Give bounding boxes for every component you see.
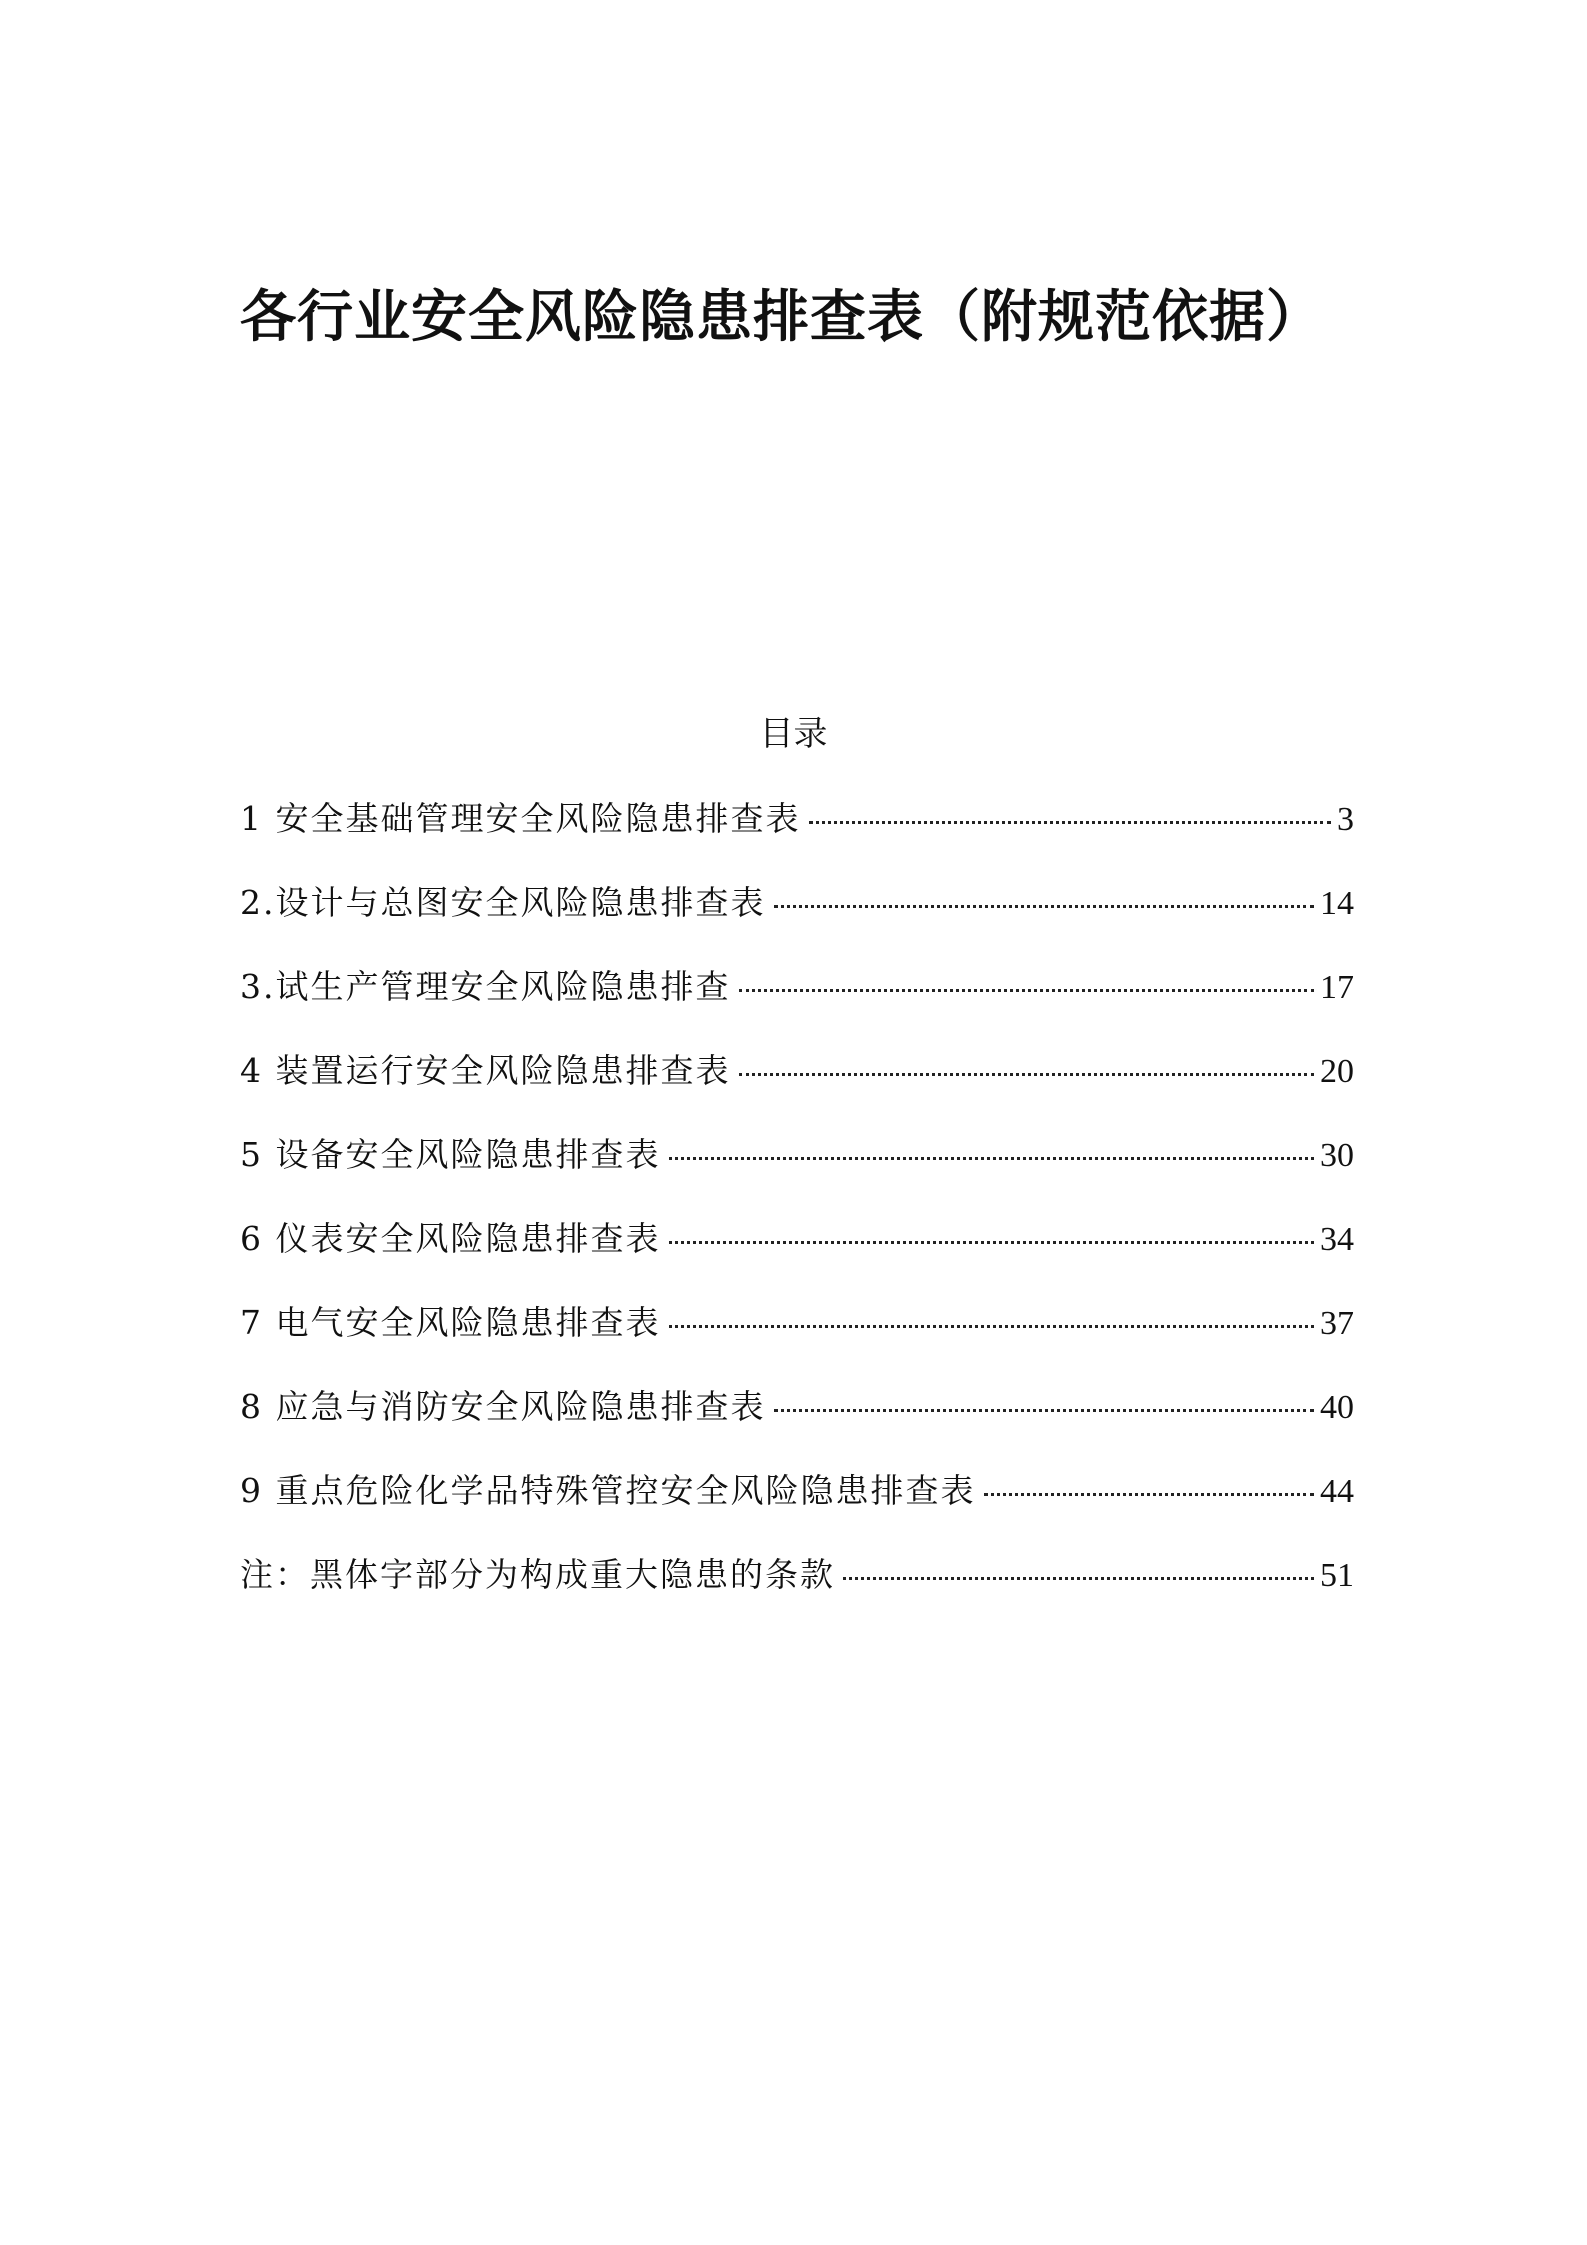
toc-entry-label: 6 仪表安全风险隐患排查表 xyxy=(240,1219,661,1258)
toc-leader-dots xyxy=(739,1073,1315,1076)
toc-entry-page: 17 xyxy=(1320,969,1354,1006)
toc-entry-page: 20 xyxy=(1320,1053,1354,1090)
toc-entry-note[interactable] xyxy=(240,1553,1354,1637)
toc-entry-page: 51 xyxy=(1320,1557,1354,1594)
toc-entry-3[interactable] xyxy=(240,965,1354,1049)
toc-entry-label: 7 电气安全风险隐患排查表 xyxy=(240,1303,661,1342)
toc-entry-label: 注：黑体字部分为构成重大隐患的条款 xyxy=(240,1555,835,1594)
toc-leader-dots xyxy=(774,1409,1315,1412)
toc-entry-label: 3.试生产管理安全风险隐患排查 xyxy=(240,967,731,1006)
toc-leader-dots xyxy=(984,1493,1315,1496)
toc-entry-label: 2.设计与总图安全风险隐患排查表 xyxy=(240,883,766,922)
toc-entry-page: 37 xyxy=(1320,1305,1354,1342)
toc-entry-label: 4 装置运行安全风险隐患排查表 xyxy=(240,1051,731,1090)
toc-entry-label: 5 设备安全风险隐患排查表 xyxy=(240,1135,661,1174)
toc-entry-page: 34 xyxy=(1320,1221,1354,1258)
toc-entry-page: 30 xyxy=(1320,1137,1354,1174)
document-title: 各行业安全风险隐患排查表（附规范依据） xyxy=(240,285,1323,350)
toc-heading: 目录 xyxy=(759,714,828,754)
toc-entry-label: 1 安全基础管理安全风险隐患排查表 xyxy=(240,799,801,838)
toc-entry-page: 44 xyxy=(1320,1473,1354,1510)
toc-entry-2[interactable] xyxy=(240,881,1354,965)
toc-leader-dots xyxy=(669,1241,1315,1244)
toc-leader-dots xyxy=(669,1325,1315,1328)
toc-leader-dots xyxy=(739,989,1315,992)
toc-leader-dots xyxy=(843,1577,1314,1580)
toc-entry-6[interactable] xyxy=(240,1217,1354,1301)
table-of-contents xyxy=(240,797,1354,1637)
toc-leader-dots xyxy=(774,905,1315,908)
toc-entry-7[interactable] xyxy=(240,1301,1354,1385)
toc-leader-dots xyxy=(809,821,1332,824)
toc-leader-dots xyxy=(669,1157,1315,1160)
toc-entry-4[interactable] xyxy=(240,1049,1354,1133)
toc-entry-page: 3 xyxy=(1337,801,1354,838)
toc-entry-9[interactable] xyxy=(240,1469,1354,1553)
toc-entry-label: 8 应急与消防安全风险隐患排查表 xyxy=(240,1387,766,1426)
toc-entry-8[interactable] xyxy=(240,1385,1354,1469)
toc-entry-5[interactable] xyxy=(240,1133,1354,1217)
toc-entry-page: 40 xyxy=(1320,1389,1354,1426)
toc-entry-label: 9 重点危险化学品特殊管控安全风险隐患排查表 xyxy=(240,1471,976,1510)
toc-entry-1[interactable] xyxy=(240,797,1354,881)
toc-entry-page: 14 xyxy=(1320,885,1354,922)
